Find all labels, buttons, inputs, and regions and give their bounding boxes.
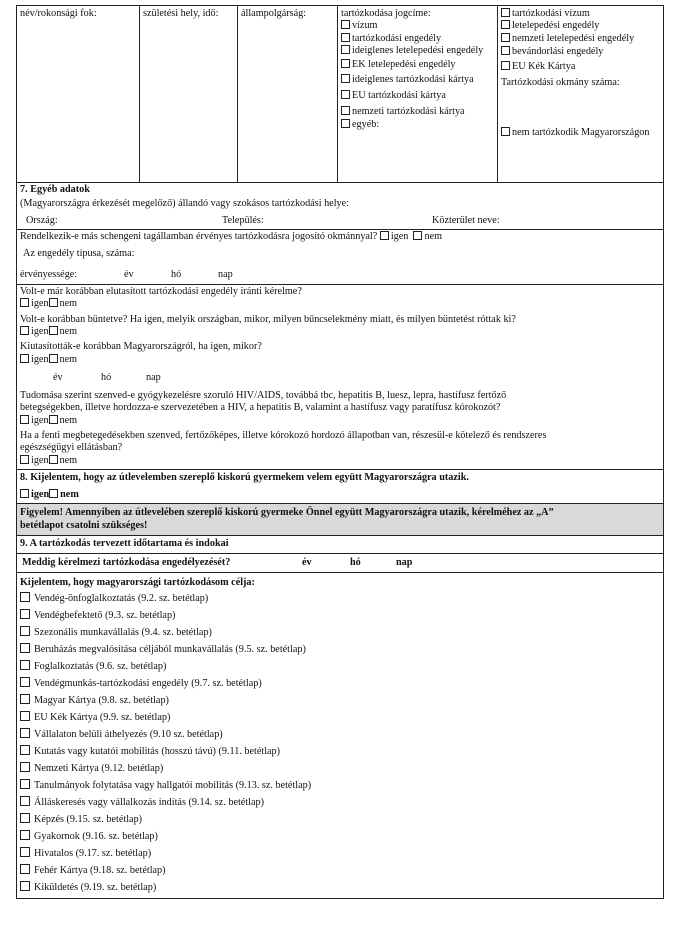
month-label: hó bbox=[350, 556, 361, 568]
right-option: tartózkodási vízum bbox=[501, 8, 660, 20]
purpose-label: Vendégbefektető (9.3. sz. betétlap) bbox=[34, 609, 176, 621]
purpose-label: Vendég-önfoglalkoztatás (9.2. sz. betétlap) bbox=[34, 592, 209, 604]
address-row bbox=[20, 215, 660, 227]
purpose-label: Kiküldetés (9.19. sz. betétlap) bbox=[34, 881, 157, 893]
checkbox[interactable] bbox=[341, 33, 350, 42]
checkbox[interactable] bbox=[501, 61, 510, 70]
purpose-checkbox[interactable] bbox=[20, 847, 30, 857]
purpose-item bbox=[20, 726, 660, 743]
year-label: év bbox=[302, 556, 312, 568]
right-option: EU Kék Kártya bbox=[501, 61, 660, 73]
purpose-label: Szezonális munkavállalás (9.4. sz. betétlap) bbox=[34, 626, 212, 638]
purpose-label: Beruházás megvalósítása céljából munkavállalás (9.5. sz. betétlap) bbox=[34, 643, 306, 655]
notice-box bbox=[17, 504, 663, 536]
residence-option: EK letelepedési engedély bbox=[341, 59, 494, 71]
notice-text-cont: betétlapot csatolni szükséges! bbox=[20, 519, 148, 531]
checkbox[interactable] bbox=[341, 90, 350, 99]
residence-title-cell bbox=[338, 6, 498, 182]
family-member-row bbox=[17, 6, 663, 183]
purpose-item bbox=[20, 675, 660, 692]
schengen-question: Rendelkezik-e más schengeni tagállamban érvényes tartózkodásra jogosító okmánnyal? bbox=[20, 231, 378, 243]
purpose-label: Vendégmunkás-tartózkodási engedély (9.7. sz. betétlap) bbox=[34, 677, 262, 689]
background-questions bbox=[17, 285, 663, 471]
birth-cell[interactable] bbox=[140, 6, 238, 182]
checkbox[interactable] bbox=[341, 59, 350, 68]
checkbox[interactable] bbox=[20, 415, 29, 424]
schengen-block bbox=[17, 230, 663, 284]
checkbox[interactable] bbox=[20, 326, 29, 335]
purpose-item bbox=[20, 845, 660, 862]
purpose-item bbox=[20, 607, 660, 624]
non-resident-option: nem tartózkodik Magyarországon bbox=[501, 127, 660, 139]
name-label: név/rokonsági fok: bbox=[20, 8, 97, 19]
schengen-no-checkbox[interactable] bbox=[413, 231, 422, 240]
purpose-item bbox=[20, 590, 660, 607]
checkbox[interactable] bbox=[341, 74, 350, 83]
validity-label: érvényessége: bbox=[20, 269, 78, 281]
checkbox[interactable] bbox=[49, 326, 58, 335]
birth-label: születési hely, idő: bbox=[143, 8, 219, 19]
punished-question: Volt-e korábban büntetve? Ha igen, melyik országban, mikor, milyen bűncselekmény miatt, és milyen büntetést róttak ki? bbox=[20, 313, 516, 325]
checkbox[interactable] bbox=[341, 106, 350, 115]
name-cell[interactable] bbox=[17, 6, 140, 182]
purpose-item bbox=[20, 862, 660, 879]
year-label: év bbox=[53, 372, 63, 384]
checkbox[interactable] bbox=[49, 298, 58, 307]
purpose-list bbox=[20, 590, 660, 896]
residence-option: EU tartózkodási kártya bbox=[341, 90, 494, 102]
purpose-checkbox[interactable] bbox=[20, 796, 30, 806]
purpose-item bbox=[20, 743, 660, 760]
purpose-label: Fehér Kártya (9.18. sz. betétlap) bbox=[34, 864, 166, 876]
checkbox[interactable] bbox=[341, 20, 350, 29]
yes-no-row: igen nem bbox=[20, 455, 660, 467]
month-label: hó bbox=[171, 269, 182, 281]
purpose-label: Gyakornok (9.16. sz. betétlap) bbox=[34, 830, 158, 842]
purpose-section bbox=[17, 573, 663, 899]
purpose-checkbox[interactable] bbox=[20, 711, 30, 721]
residence-option: ideiglenes letelepedési engedély bbox=[341, 45, 494, 57]
purpose-label: Álláskeresés vagy vállalkozás indítás (9.14. sz. betétlap) bbox=[34, 796, 264, 808]
permit-type-label: Az engedély típusa, száma: bbox=[23, 247, 135, 259]
purpose-checkbox[interactable] bbox=[20, 830, 30, 840]
validity-row bbox=[20, 269, 660, 281]
prev-residence-label: (Magyarországra érkezését megelőző) állandó vagy szokásos tartózkodási helye: bbox=[20, 198, 349, 210]
checkbox[interactable] bbox=[20, 489, 29, 498]
purpose-label: Magyar Kártya (9.8. sz. betétlap) bbox=[34, 694, 169, 706]
disease-question-cont: betegségekben, illetve hordozza-e szervezetében a HIV, a hepatitis B, valamint a hastífusz vagy paratífusz kórokozót? bbox=[20, 402, 501, 414]
checkbox[interactable] bbox=[20, 455, 29, 464]
checkbox[interactable] bbox=[49, 415, 58, 424]
right-option: letelepedési engedély bbox=[501, 20, 660, 32]
right-option: nemzeti letelepedési engedély bbox=[501, 33, 660, 45]
purpose-title: Kijelentem, hogy magyarországi tartózkodásom célja: bbox=[20, 576, 255, 588]
citizenship-label: állampolgárság: bbox=[241, 8, 307, 19]
checkbox[interactable] bbox=[20, 354, 29, 363]
purpose-checkbox[interactable] bbox=[20, 660, 30, 670]
section-8 bbox=[17, 470, 663, 504]
purpose-label: Képzés (9.15. sz. betétlap) bbox=[34, 813, 143, 825]
checkbox[interactable] bbox=[341, 45, 350, 54]
purpose-item bbox=[20, 624, 660, 641]
residence-option: nemzeti tartózkodási kártya bbox=[341, 106, 494, 118]
checkbox[interactable] bbox=[501, 46, 510, 55]
month-label: hó bbox=[101, 372, 112, 384]
day-label: nap bbox=[146, 372, 161, 384]
day-label: nap bbox=[396, 556, 413, 568]
checkbox[interactable] bbox=[501, 33, 510, 42]
purpose-item bbox=[20, 794, 660, 811]
section-8-title: 8. Kijelentem, hogy az útlevelemben szereplő kiskorú gyermekem velem együtt Magyarországra utazik. bbox=[20, 472, 469, 484]
day-label: nap bbox=[218, 269, 233, 281]
yes-no-row: igen nem bbox=[20, 489, 660, 501]
residence-option: egyéb: bbox=[341, 119, 494, 131]
care-question: Ha a fenti megbetegedésekben szenved, fertőzőképes, illetve kórokozó hordozó állapotban van, részesül-e kötelező és rendszeres bbox=[20, 430, 547, 441]
expelled-question: Kiutasították-e korábban Magyarországról, ha igen, mikor? bbox=[20, 341, 262, 353]
purpose-checkbox[interactable] bbox=[20, 864, 30, 874]
purpose-checkbox[interactable] bbox=[20, 728, 30, 738]
checkbox[interactable] bbox=[501, 127, 510, 136]
purpose-label: Nemzeti Kártya (9.12. betétlap) bbox=[34, 762, 164, 774]
disease-question: Tudomása szerint szenved-e gyógykezelésre szoruló HIV/AIDS, továbbá tbc, hepatitis B, luesz, lepra, hastífusz fertőző bbox=[20, 389, 507, 401]
form-page bbox=[16, 5, 664, 899]
checkbox[interactable] bbox=[501, 8, 510, 17]
purpose-item bbox=[20, 760, 660, 777]
purpose-checkbox[interactable] bbox=[20, 609, 30, 619]
duration-row bbox=[17, 554, 663, 573]
section-7 bbox=[17, 183, 663, 230]
purpose-label: Hivatalos (9.17. sz. betétlap) bbox=[34, 847, 152, 859]
yes-no-row: igen nem bbox=[20, 415, 660, 427]
yes-no-row: igen nem bbox=[20, 326, 660, 338]
residence-option: tartózkodási engedély bbox=[341, 33, 494, 45]
purpose-item bbox=[20, 828, 660, 845]
checkbox[interactable] bbox=[49, 354, 58, 363]
doc-number-label: Tartózkodási okmány száma: bbox=[501, 77, 620, 89]
residence-option: vízum bbox=[341, 20, 494, 32]
section-7-title: 7. Egyéb adatok bbox=[20, 184, 90, 195]
schengen-row: Rendelkezik-e más schengeni tagállamban érvényes tartózkodásra jogosító okmánnyal? igen nem bbox=[20, 231, 443, 243]
checkbox[interactable] bbox=[341, 119, 350, 128]
purpose-checkbox[interactable] bbox=[20, 813, 30, 823]
settlement-label: Település: bbox=[222, 214, 264, 226]
purpose-item bbox=[20, 777, 660, 794]
duration-question: Meddig kérelmezi tartózkodása engedélyezését? bbox=[22, 556, 231, 568]
purpose-checkbox[interactable] bbox=[20, 592, 30, 602]
right-option: bevándorlási engedély bbox=[501, 46, 660, 58]
yes-no-row: igen nem bbox=[20, 298, 660, 310]
purpose-label: Kutatás vagy kutatói mobilitás (hosszú távú) (9.11. betétlap) bbox=[34, 745, 281, 757]
purpose-checkbox[interactable] bbox=[20, 643, 30, 653]
residence-title: tartózkodása jogcíme: bbox=[341, 8, 431, 19]
purpose-label: Foglalkoztatás (9.6. sz. betétlap) bbox=[34, 660, 167, 672]
yes-no-row: igen nem bbox=[20, 354, 660, 366]
purpose-checkbox[interactable] bbox=[20, 762, 30, 772]
form-frame bbox=[16, 5, 664, 899]
purpose-checkbox[interactable] bbox=[20, 779, 30, 789]
year-label: év bbox=[124, 269, 134, 281]
duration-fields bbox=[20, 557, 660, 569]
street-label: Közterület neve: bbox=[432, 214, 500, 226]
purpose-label: Vállalaton belüli áthelyezés (9.10 sz. betétlap) bbox=[34, 728, 223, 740]
notice-text: Figyelem! Amennyiben az útlevelében szereplő kiskorú gyermeke Önnel együtt Magyarországra utazik, kérelméhez az „A” bbox=[20, 507, 554, 519]
expelled-date-row bbox=[20, 372, 660, 384]
purpose-checkbox[interactable] bbox=[20, 626, 30, 636]
purpose-item bbox=[20, 879, 660, 896]
checkbox[interactable] bbox=[20, 298, 29, 307]
purpose-item bbox=[20, 709, 660, 726]
purpose-item bbox=[20, 811, 660, 828]
purpose-checkbox[interactable] bbox=[20, 745, 30, 755]
purpose-checkbox[interactable] bbox=[20, 677, 30, 687]
country-label: Ország: bbox=[26, 214, 58, 226]
schengen-yes-checkbox[interactable] bbox=[380, 231, 389, 240]
care-question-cont: egészségügyi ellátásban? bbox=[20, 442, 123, 454]
purpose-label: Tanulmányok folytatása vagy hallgatói mobilitás (9.13. sz. betétlap) bbox=[34, 779, 312, 791]
purpose-item bbox=[20, 641, 660, 658]
checkbox[interactable] bbox=[49, 455, 58, 464]
purpose-label: EU Kék Kártya (9.9. sz. betétlap) bbox=[34, 711, 171, 723]
rejected-question: Volt-e már korábban elutasított tartózkodási engedély iránti kérelme? bbox=[20, 285, 302, 297]
checkbox[interactable] bbox=[501, 20, 510, 29]
checkbox[interactable] bbox=[49, 489, 58, 498]
section-9-title: 9. A tartózkodás tervezett időtartama és indokai bbox=[17, 536, 663, 553]
purpose-item bbox=[20, 658, 660, 675]
purpose-checkbox[interactable] bbox=[20, 881, 30, 891]
residence-option: ideiglenes tartózkodási kártya bbox=[341, 74, 494, 86]
purpose-checkbox[interactable] bbox=[20, 694, 30, 704]
residence-right-cell bbox=[498, 6, 663, 182]
citizenship-cell[interactable] bbox=[238, 6, 338, 182]
purpose-item bbox=[20, 692, 660, 709]
